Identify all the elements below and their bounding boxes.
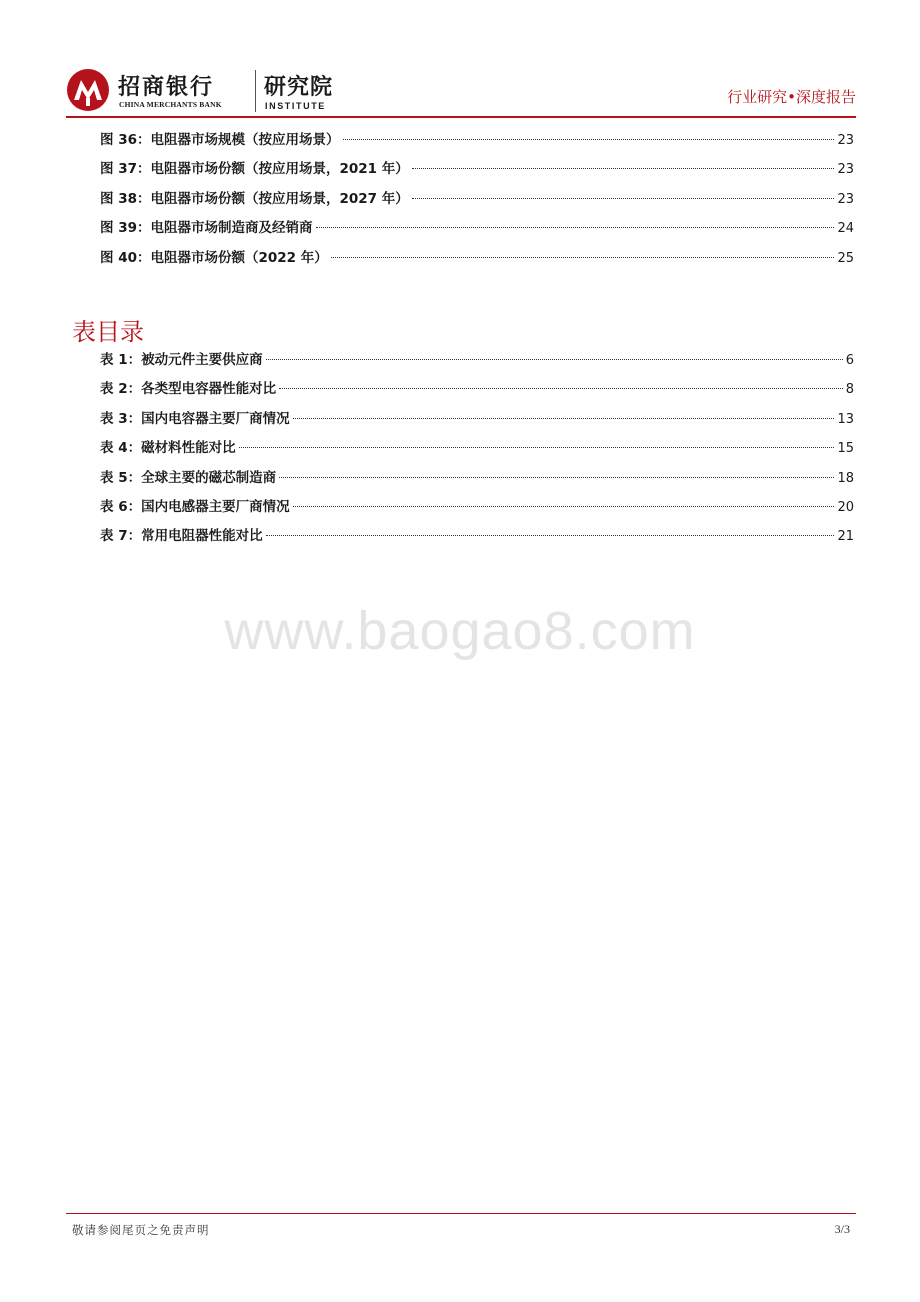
figure-entry-page: 23	[837, 133, 854, 148]
table-entry-page: 18	[837, 470, 854, 486]
dot-leader	[293, 506, 835, 507]
table-entry-label: 表 7：常用电阻器性能对比	[100, 528, 263, 545]
table-entry-page: 6	[845, 353, 854, 368]
figure-entry[interactable]	[100, 216, 854, 245]
figure-entry-label: 图 38：电阻器市场份额（按应用场景，2027 年）	[100, 190, 409, 207]
table-entry[interactable]	[100, 407, 854, 436]
table-entry-page: 21	[837, 529, 854, 545]
dot-leader	[293, 418, 835, 419]
figure-entry-page: 23	[837, 162, 854, 178]
page-header	[66, 66, 856, 116]
table-entry[interactable]	[100, 524, 854, 553]
figure-entry-page: 24	[837, 221, 854, 237]
table-entry[interactable]	[100, 466, 854, 495]
table-entry-page: 13	[837, 411, 854, 427]
cmb-logo-icon	[66, 68, 110, 112]
table-entry-label: 表 6：国内电感器主要厂商情况	[100, 498, 290, 515]
table-entry-label: 表 5：全球主要的磁芯制造商	[100, 469, 277, 486]
dot-leader	[412, 198, 835, 199]
table-entry-label: 表 1：被动元件主要供应商	[100, 352, 263, 368]
table-entry-label: 表 3：国内电容器主要厂商情况	[100, 410, 290, 427]
dot-leader	[279, 388, 843, 389]
brand-name-en: CHINA MERCHANTS BANK	[119, 100, 222, 109]
institute-name-cn: 研究院	[264, 75, 334, 100]
figure-entry-label: 图 37：电阻器市场份额（按应用场景，2021 年）	[100, 161, 409, 178]
figure-entry[interactable]	[100, 128, 854, 157]
table-entry-page: 8	[845, 382, 854, 398]
table-entry-label: 表 4：磁材料性能对比	[100, 440, 236, 457]
table-entry[interactable]	[100, 377, 854, 406]
brand-divider	[255, 70, 256, 112]
table-entry-label: 表 2：各类型电容器性能对比	[100, 381, 277, 398]
table-entry-page: 15	[837, 441, 854, 457]
dot-leader	[343, 139, 835, 140]
dot-leader	[266, 535, 835, 536]
institute-name-en: INSTITUTE	[265, 101, 326, 111]
figure-list	[100, 128, 854, 275]
figure-entry-label: 图 39：电阻器市场制造商及经销商	[100, 220, 313, 237]
figure-entry[interactable]	[100, 246, 854, 275]
figure-entry-page: 25	[837, 250, 854, 266]
table-entry[interactable]	[100, 495, 854, 524]
header-rule	[66, 116, 856, 118]
figure-entry[interactable]	[100, 187, 854, 216]
footer-rule	[66, 1213, 856, 1214]
table-entry[interactable]	[100, 348, 854, 377]
footer-page-number: 3/3	[834, 1222, 850, 1236]
report-type: 行业研究•深度报告	[727, 88, 856, 106]
section-title-tables: 表目录	[72, 318, 144, 346]
footer-disclaimer: 敬请参阅尾页之免责声明	[72, 1223, 210, 1237]
dot-leader	[239, 447, 835, 448]
table-entry-page: 20	[837, 499, 854, 515]
dot-leader	[316, 227, 835, 228]
dot-leader	[266, 359, 843, 360]
brand-name-cn: 招商银行	[118, 74, 215, 100]
table-list	[100, 348, 854, 554]
table-entry[interactable]	[100, 436, 854, 465]
figure-entry-page: 23	[837, 191, 854, 207]
figure-entry-label: 图 40：电阻器市场份额（2022 年）	[100, 249, 328, 266]
watermark: www.baogao8.com	[224, 601, 696, 661]
figure-entry-label: 图 36：电阻器市场规模（按应用场景）	[100, 132, 340, 148]
figure-entry[interactable]	[100, 157, 854, 186]
dot-leader	[412, 168, 835, 169]
dot-leader	[279, 477, 834, 478]
dot-leader	[331, 257, 835, 258]
